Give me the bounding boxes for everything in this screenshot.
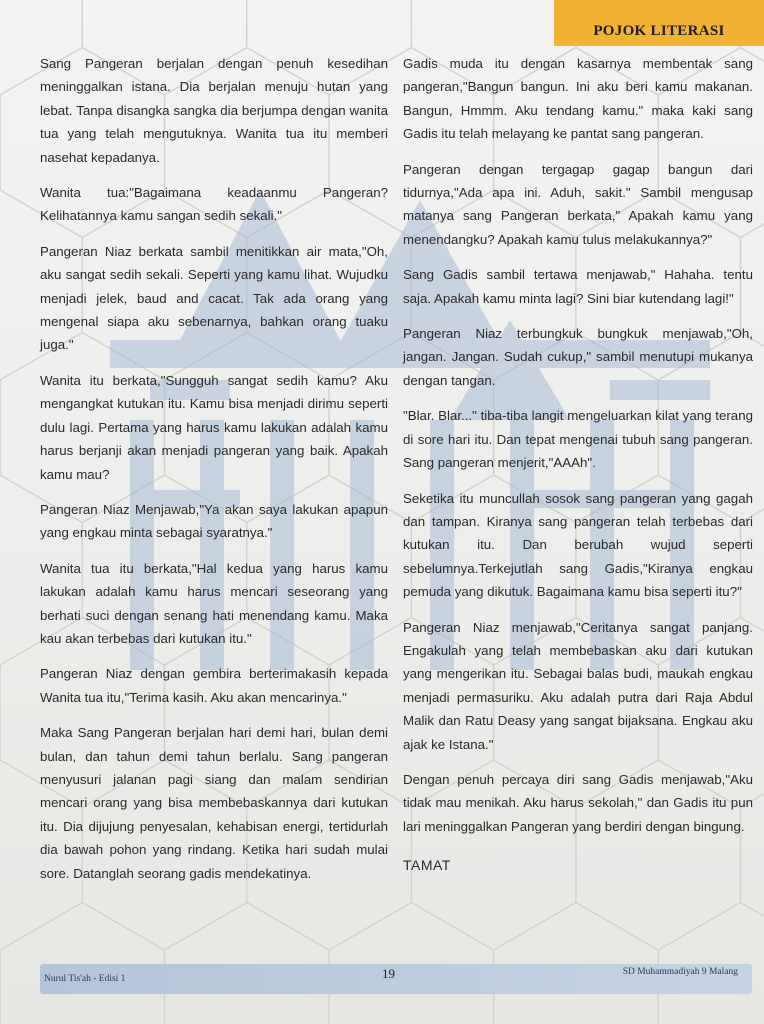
story-paragraph: Maka Sang Pangeran berjalan hari demi hari, bulan demi bulan, dan tahun demi tahun berlalu. Sang pangeran menyusuri jalanan pagi siang dan malam sendirian mencari orang yang bisa membebaskannya dari kutukan itu. Dia dijujung penyesalan, kehabisan energi, tertidurlah dia bawah pohon yang rindang. Ketika hari sudah mulai sore. Datanglah seorang gadis mendekatinya. bbox=[40, 725, 388, 881]
story-paragraph: Seketika itu muncullah sosok sang pangeran yang gagah dan tampan. Kiranya sang pangeran telah terbebas dari kutukan itu. Dan berubah wujud seperti sebelumnya.Terkejutlah sang Gadis,"Kiranya engkau pemuda yang dikutuk. Bagaimana kamu bisa seperti itu?" bbox=[403, 490, 753, 600]
section-tag bbox=[554, 0, 764, 46]
right-column bbox=[403, 52, 753, 890]
story-paragraph: Wanita tua:"Bagaimana keadaanmu Pangeran? Kelihatannya kamu sangan sedih sekali." bbox=[40, 185, 388, 224]
story-paragraph: Pangeran Niaz Menjawab,"Ya akan saya lakukan apapun yang engkau minta sebagai syaratnya." bbox=[40, 501, 388, 541]
story-paragraph: Wanita tua itu berkata,"Hal kedua yang harus kamu lakukan adalah kamu harus mencari seseorang yang berhati suci dengan senang hati menendang kamu. Maka kau akan terbebas dari kutukan itu." bbox=[40, 560, 388, 646]
story-paragraph: Wanita itu berkata,"Sungguh sangat sedih kamu? Aku mengangkat kutukan itu. Kamu bisa menjadi dirimu seperti dulu lagi. Pertama yang harus kamu lakukan adalah kamu harus berjanji akan menjadi pangeran yang baik. Apakah kamu mau? bbox=[40, 372, 388, 482]
page-number: 19 bbox=[382, 966, 395, 981]
story-paragraph: Dengan penuh percaya diri sang Gadis menjawab,"Aku tidak mau menikah. Aku harus sekolah," dan Gadis itu pun lari meninggalkan Pangeran yang berdiri dengan bingung. bbox=[403, 771, 753, 834]
story-paragraph: Pangeran Niaz berkata sambil menitikkan air mata,"Oh, aku sangat sedih sekali. Seperti yang kamu lihat. Wujudku menjadi jelek, baud and cacat. Tak ada orang yang mengenal siapa aku sebenarnya, bahkan orang tuaku juga." bbox=[40, 243, 388, 353]
section-tag-label: POJOK LITERASI bbox=[593, 23, 725, 39]
page-footer bbox=[40, 964, 752, 994]
story-paragraph: Pangeran dengan tergagap gagap bangun dari tidurnya,"Ada apa ini. Aduh, sakit." Sambil mengusap matanya sang Pangeran berkata," Apakah kamu yang menendangku? Apakah kamu tulus melakukannya?" bbox=[403, 161, 753, 247]
story-paragraph: Sang Pangeran berjalan dengan penuh kesedihan meninggalkan istana. Dia berjalan menuju hutan yang lebat. Tanpa disangka sangka dia berjumpa dengan wanita tua yang telah mengutuknya. Wanita tua itu memberi nasehat kepadanya. bbox=[40, 56, 388, 165]
footer-school: SD Muhammadiyah 9 Malang bbox=[622, 967, 738, 977]
left-column bbox=[40, 52, 388, 897]
story-paragraph: "Blar. Blar..." tiba-tiba langit mengeluarkan kilat yang terang di sore hari itu. Dan tepat mengenai tubuh sang pangeran. Sang pangeran menjerit,"AAAh". bbox=[403, 408, 753, 471]
story-paragraph: Pangeran Niaz dengan gembira berterimakasih kepada Wanita tua itu,"Terima kasih. Aku akan mencarinya." bbox=[40, 666, 388, 705]
footer-publication: Nurul Tis'ah - Edisi 1 bbox=[44, 974, 126, 984]
story-ending: TAMAT bbox=[403, 857, 451, 874]
story-paragraph: Pangeran Niaz menjawab,"Ceritanya sangat panjang. Engakulah yang telah membebaskan aku dari kutukan yang mengerikan itu. Sebagai balas budi, maukah engkau menjadi permasuriku. Aku adalah putra dari Raja Abdul Malik dan Ratu Deasy yang sangat bijaksana. Engkau aku ajak ke Istana." bbox=[403, 619, 753, 752]
story-paragraph: Pangeran Niaz terbungkuk bungkuk menjawab,"Oh, jangan. Jangan. Sudah cukup," sambil menutupi mukanya dengan tangan. bbox=[403, 326, 753, 388]
story-paragraph: Sang Gadis sambil tertawa menjawab," Hahaha. tentu saja. Apakah kamu minta lagi? Sini biar kutendang lagi!" bbox=[403, 267, 753, 306]
story-paragraph: Gadis muda itu dengan kasarnya membentak sang pangeran,"Bangun bangun. Ini aku beri kamu makanan. Bangun, Hmmm. Aku tendang kamu." maka kaki sang Gadis itu telah melayang ke pantat sang pangeran. bbox=[403, 56, 753, 142]
